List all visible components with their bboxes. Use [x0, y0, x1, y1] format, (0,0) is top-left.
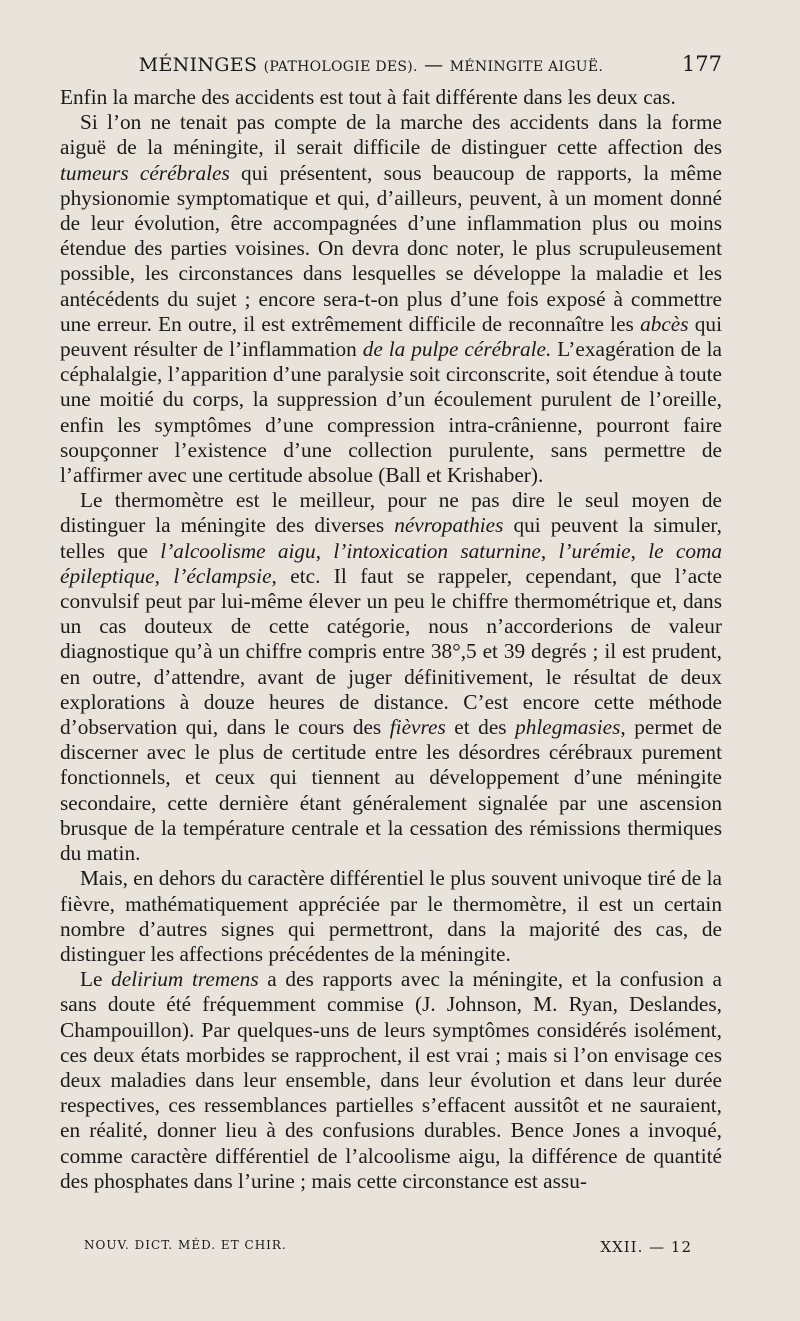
- italic-term: l’alcoolisme aigu: [160, 538, 316, 563]
- text-run: Le thermomètre est le meilleur, pour ne pas dire le seul moyen de distinguer la méningite des diverses: [60, 488, 722, 538]
- text-run: qui peuvent la simuler, telles que: [60, 513, 723, 563]
- italic-term: l’urémie: [558, 538, 631, 563]
- page-number: 177: [681, 52, 722, 76]
- running-title-dash: —: [424, 54, 444, 76]
- text-run: Mais, en dehors du caractère différentiel le plus souvent univoque tiré de la fièvre, mathématiquement appréciée par le thermomètre, il est un certain nombre d’autres signes qui permettront, dans la majorité des cas, de distinguer les affections précédentes de la méningite.: [60, 866, 722, 966]
- italic-term: tumeurs cérébrales: [60, 160, 230, 185]
- running-title: [60, 54, 682, 76]
- italic-term: abcès: [640, 311, 689, 336]
- italic-term: phlegmasies: [515, 715, 621, 740]
- running-title-main: MÉNINGES: [138, 54, 258, 76]
- body-text: [60, 85, 722, 1194]
- running-header: [60, 52, 722, 76]
- italic-term: fièvres: [389, 715, 446, 740]
- text-run: , etc. Il faut se rappeler, cependant, que l’acte convulsif peut par lui-même élever un peu le chiffre thermométrique et, dans un cas douteux de cette catégorie, nous n’accorderions de valeur diagnostique qu’à un chiffre compris entre 38°,5 et 39 degrés ; il est prudent, en outre, d’attendre, avant de juger définitivement, le résultat de deux explorations à douze heures de distance. C’est encore cette méthode d’observation qui, dans le cours des: [60, 563, 722, 740]
- page-footer: [84, 1238, 692, 1256]
- text-run: ,: [540, 538, 559, 563]
- text-run: , permet de discerner avec le plus de certitude entre les désordres cérébraux purement fonctionnels, et ceux qui tiennent au développement d’une méningite secondaire, cette dernière étant généralement signalée par une ascension brusque de la température centrale et la cessation des rémissions thermiques du matin.: [60, 715, 723, 866]
- footer-publication: NOUV. DICT. MÉD. ET CHIR.: [84, 1238, 287, 1252]
- paragraph: [60, 85, 722, 110]
- footer-signature: XXII. — 12: [600, 1238, 692, 1256]
- text-run: ,: [630, 538, 649, 563]
- italic-term: delirium tremens: [111, 967, 259, 992]
- paragraph: [60, 866, 722, 967]
- text-run: qui présentent, sous beaucoup de rapports, la même physionomie symptomatique et qui, d’ailleurs, peuvent, à un moment donné de leur évolution, être accompagnées d’une inflammation plus ou moins étendue des parties voisines. On devra donc noter, le plus scrupuleusement possible, les circonstances dans lesquelles se développe la maladie et les antécédents du sujet ; encore sera-t-on plus d’une fois exposé à commettre une erreur. En outre, il est extrêmement difficile de reconnaître les: [60, 160, 722, 336]
- text-run: et des: [445, 715, 516, 740]
- text-run: a des rapports avec la méningite, et la confusion a sans doute été fréquemment commise (J. Johnson, M. Ryan, Deslandes, Champouillon). Par quelques-uns de leurs symptômes considérés isolément, ces deux états morbides se rapprochent, il est vrai ; mais si l’on envisage ces deux maladies dans leur ensemble, dans leur évolution et dans leur durée respectives, ces ressemblances partielles s’effacent aussitôt et ne sauraient, en réalité, donner lieu à des confusions durables. Bence Jones a invoqué, comme caractère différentiel de l’alcoolisme aigu, la différence de quantité des phosphates dans l’urine ; mais cette circonstance est assu-: [60, 967, 722, 1193]
- text-run: ,: [154, 563, 174, 588]
- text-run: Enfin la marche des accidents est tout à fait différente dans les deux cas.: [60, 85, 676, 109]
- paragraph: [60, 488, 722, 866]
- text-run: Si l’on ne tenait pas compte de la marche des accidents dans la forme aiguë de la méningite, il serait difficile de distinguer cette affection des: [60, 110, 722, 160]
- paragraph: [60, 110, 722, 488]
- italic-term: de la pulpe cérébrale.: [362, 337, 552, 362]
- running-title-topic: MÉNINGITE AIGUË.: [449, 59, 604, 75]
- running-title-sub: (PATHOLOGIE DES).: [263, 59, 418, 75]
- text-run: L’exagération de la céphalalgie, l’apparition d’une paralysie soit circonscrite, soit étendue à toute une moitié du corps, la suppression d’un écoulement purulent de l’oreille, enfin les symptômes d’une compression intra-crânienne, pourront faire soupçonner l’existence d’une collection purulente, sans permettre de l’affirmer avec une certitude absolue (Ball et Krishaber).: [60, 337, 722, 488]
- italic-term: l’intoxication saturnine: [333, 538, 541, 563]
- italic-term: le coma épileptique: [60, 538, 723, 588]
- paragraph: [60, 967, 722, 1194]
- italic-term: l’éclampsie: [173, 563, 272, 588]
- italic-term: névropathies: [394, 513, 504, 538]
- text-run: Le: [80, 967, 112, 992]
- text-run: qui peuvent résulter de l’inflammation: [60, 311, 722, 362]
- text-run: ,: [315, 538, 334, 563]
